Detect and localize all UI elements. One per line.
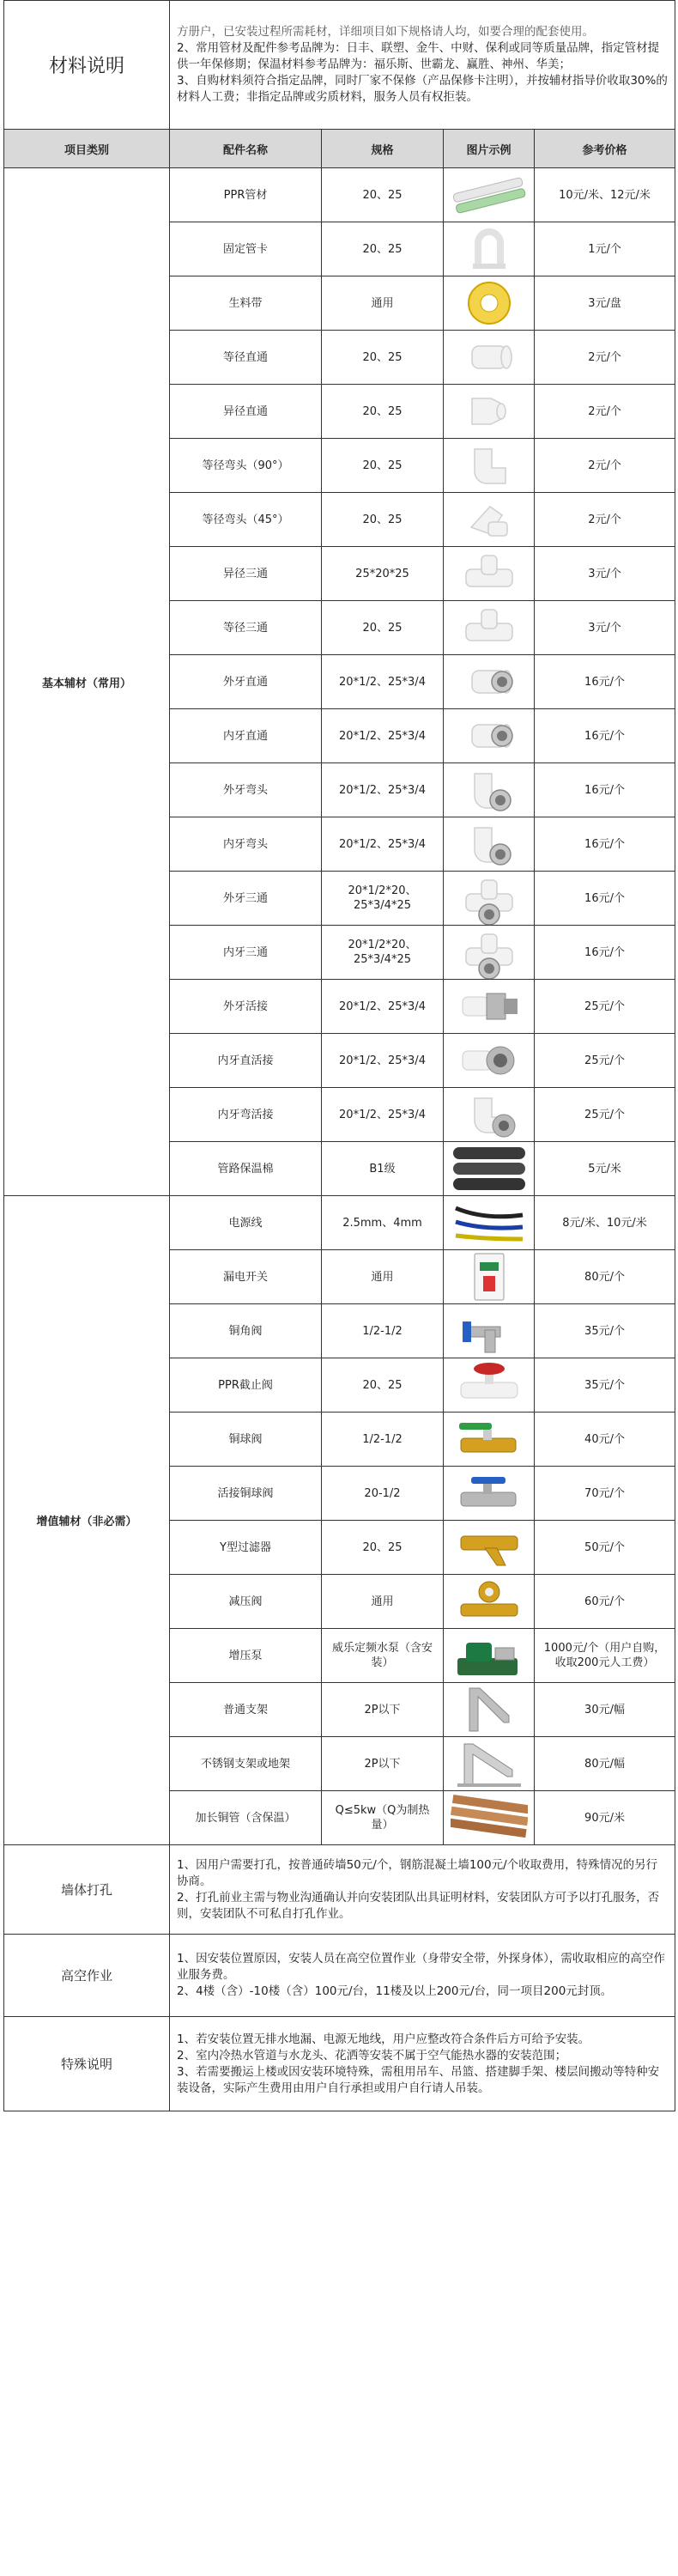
material-note-2: 2、常用管材及配件参考品牌为：日丰、联塑、金牛、中财、保利或同等质量品牌，指定管材提供一年保修期；保温材料参考品牌为：福乐斯、世霸龙、赢胜、神州、华美；	[177, 41, 660, 71]
item-image	[444, 1250, 535, 1304]
item-spec: 20、25	[322, 1521, 444, 1575]
item-image	[444, 1521, 535, 1575]
item-image	[444, 1575, 535, 1629]
item-price: 25元/个	[535, 980, 675, 1034]
item-spec: 2.5mm、4mm	[322, 1196, 444, 1250]
item-image	[444, 222, 535, 276]
male-coupling-icon	[444, 655, 534, 708]
item-spec: B1级	[322, 1142, 444, 1196]
item-spec: 2P以下	[322, 1737, 444, 1791]
item-spec: Q≤5kw（Q为制热量）	[322, 1791, 444, 1845]
item-name: 增压泵	[170, 1629, 322, 1683]
item-spec: 通用	[322, 1575, 444, 1629]
item-price: 35元/个	[535, 1304, 675, 1358]
item-name: 内牙弯活接	[170, 1088, 322, 1142]
header-category: 项目类别	[4, 130, 170, 168]
material-price-table	[3, 0, 675, 2111]
material-note-3: 3、自购材料须符合指定品牌，同时厂家不保修（产品保修卡注明），并按辅材指导价收取30%的材料人工费；非指定品牌或劣质材料，服务人员有权拒装。	[177, 74, 668, 104]
item-name: 外牙直通	[170, 655, 322, 709]
item-spec: 20、25	[322, 439, 444, 493]
item-image	[444, 1358, 535, 1413]
item-spec: 通用	[322, 1250, 444, 1304]
item-price: 2元/个	[535, 385, 675, 439]
header-spec: 规格	[322, 130, 444, 168]
female-tee-icon	[444, 926, 534, 979]
ptfe-tape-icon	[444, 276, 534, 330]
item-price: 5元/米	[535, 1142, 675, 1196]
item-name: 等径弯头（90°）	[170, 439, 322, 493]
y-strainer-icon	[444, 1521, 534, 1574]
item-name: 内牙弯头	[170, 817, 322, 872]
item-image	[444, 1088, 535, 1142]
item-image	[444, 655, 535, 709]
item-price: 2元/个	[535, 493, 675, 547]
male-union-icon	[444, 980, 534, 1033]
item-price: 16元/个	[535, 817, 675, 872]
item-spec: 20*1/2、25*3/4	[322, 655, 444, 709]
pressure-reducing-valve-icon	[444, 1575, 534, 1628]
header-image: 图片示例	[444, 130, 535, 168]
pipe-clamp-icon	[444, 222, 534, 276]
wall-bracket-icon	[444, 1683, 534, 1736]
material-notes	[170, 1, 675, 130]
item-image	[444, 493, 535, 547]
item-name: Y型过滤器	[170, 1521, 322, 1575]
item-name: 内牙直活接	[170, 1034, 322, 1088]
leakage-switch-icon	[444, 1250, 534, 1303]
item-name: 等径三通	[170, 601, 322, 655]
header-item-name: 配件名称	[170, 130, 322, 168]
item-price: 3元/盘	[535, 276, 675, 331]
item-price: 16元/个	[535, 763, 675, 817]
booster-pump-icon	[444, 1629, 534, 1682]
item-spec: 20、25	[322, 331, 444, 385]
item-image	[444, 709, 535, 763]
footer-note: 2、室内冷热水管道与水龙头、花洒等安装不属于空气能热水器的安装范围；	[177, 2048, 567, 2063]
material-section-title: 材料说明	[4, 1, 170, 130]
coupling-icon	[444, 331, 534, 384]
union-ball-valve-icon	[444, 1467, 534, 1520]
item-image	[444, 547, 535, 601]
item-name: 管路保温棉	[170, 1142, 322, 1196]
optional-category-cell: 增值辅材（非必需）	[4, 1196, 170, 1845]
item-name: 加长铜管（含保温）	[170, 1791, 322, 1845]
item-price: 8元/米、10元/米	[535, 1196, 675, 1250]
item-image	[444, 872, 535, 926]
tee-icon	[444, 601, 534, 654]
item-spec: 25*20*25	[322, 547, 444, 601]
material-notes-row	[4, 1, 675, 130]
item-image	[444, 1304, 535, 1358]
item-name: 铜球阀	[170, 1413, 322, 1467]
item-name: 外牙三通	[170, 872, 322, 926]
table-header-row	[4, 130, 675, 168]
item-spec: 20、25	[322, 601, 444, 655]
item-name: 等径直通	[170, 331, 322, 385]
footer-section-row	[4, 1935, 675, 2017]
item-image	[444, 1737, 535, 1791]
item-name: 活接铜球阀	[170, 1467, 322, 1521]
footer-note: 2、4楼（含）-10楼（含）100元/台，11楼及以上200元/台，同一项目200元封顶。	[177, 1984, 613, 1998]
female-elbow-icon	[444, 817, 534, 871]
footer-note: 1、因安装位置原因，安装人员在高空位置作业（身带安全带，外探身体），需收取相应的高空作业服务费。	[177, 1952, 665, 1982]
footer-section-row	[4, 2017, 675, 2111]
item-name: 电源线	[170, 1196, 322, 1250]
item-image	[444, 1142, 535, 1196]
item-price: 25元/个	[535, 1088, 675, 1142]
male-elbow-icon	[444, 763, 534, 817]
item-spec: 20*1/2、25*3/4	[322, 980, 444, 1034]
footer-note: 3、若需要搬运上楼或因安装环境特殊，需租用吊车、吊篮、搭建脚手架、楼层间搬动等特种安装设备，实际产生费用由用户自行承担或用户自行请人吊装。	[177, 2064, 660, 2095]
item-name: 外牙弯头	[170, 763, 322, 817]
item-name: 铜角阀	[170, 1304, 322, 1358]
item-spec: 1/2-1/2	[322, 1413, 444, 1467]
elbow-45-icon	[444, 493, 534, 546]
item-name: 普通支架	[170, 1683, 322, 1737]
reducer-icon	[444, 385, 534, 438]
item-name: 异径三通	[170, 547, 322, 601]
item-name: 外牙活接	[170, 980, 322, 1034]
steel-bracket-icon	[444, 1737, 534, 1790]
item-name: 内牙三通	[170, 926, 322, 980]
item-name: 漏电开关	[170, 1250, 322, 1304]
item-image	[444, 1413, 535, 1467]
insulation-foam-icon	[444, 1142, 534, 1195]
item-image	[444, 817, 535, 872]
item-image	[444, 276, 535, 331]
item-image	[444, 1629, 535, 1683]
item-spec: 20*1/2、25*3/4	[322, 817, 444, 872]
item-price: 40元/个	[535, 1413, 675, 1467]
item-price: 16元/个	[535, 709, 675, 763]
item-image	[444, 926, 535, 980]
footer-section-row	[4, 1845, 675, 1935]
item-spec: 威乐定频水泵（含安装）	[322, 1629, 444, 1683]
item-price: 16元/个	[535, 872, 675, 926]
item-spec: 20*1/2、25*3/4	[322, 1034, 444, 1088]
item-spec: 20*1/2、25*3/4	[322, 763, 444, 817]
female-coupling-icon	[444, 709, 534, 762]
item-name: 生料带	[170, 276, 322, 331]
item-image	[444, 980, 535, 1034]
item-price: 1元/个	[535, 222, 675, 276]
item-price: 25元/个	[535, 1034, 675, 1088]
item-name: PPR管材	[170, 168, 322, 222]
item-image	[444, 763, 535, 817]
female-union-icon	[444, 1034, 534, 1087]
male-tee-icon	[444, 872, 534, 925]
item-image	[444, 439, 535, 493]
item-price: 60元/个	[535, 1575, 675, 1629]
item-spec: 1/2-1/2	[322, 1304, 444, 1358]
item-image	[444, 1791, 535, 1845]
item-price: 30元/幅	[535, 1683, 675, 1737]
item-image	[444, 601, 535, 655]
footer-section-title: 特殊说明	[4, 2017, 170, 2111]
item-image	[444, 1467, 535, 1521]
item-spec: 20*1/2*20、25*3/4*25	[322, 926, 444, 980]
item-price: 2元/个	[535, 331, 675, 385]
basic-category-cell: 基本辅材（常用）	[4, 168, 170, 1196]
footer-note: 2、打孔前业主需与物业沟通确认并向安装团队出具证明材料，安装团队方可予以打孔服务，否则，安装团队不可私自打孔作业。	[177, 1890, 660, 1921]
footer-section-title: 高空作业	[4, 1935, 170, 2017]
item-price: 3元/个	[535, 547, 675, 601]
item-spec: 20-1/2	[322, 1467, 444, 1521]
item-image	[444, 1683, 535, 1737]
power-cable-icon	[444, 1196, 534, 1249]
item-spec: 20、25	[322, 385, 444, 439]
item-name: 减压阀	[170, 1575, 322, 1629]
item-spec: 20*1/2、25*3/4	[322, 709, 444, 763]
item-price: 16元/个	[535, 655, 675, 709]
item-price: 90元/米	[535, 1791, 675, 1845]
item-price: 3元/个	[535, 601, 675, 655]
female-elbow-union-icon	[444, 1088, 534, 1141]
item-spec: 2P以下	[322, 1683, 444, 1737]
item-spec: 20*1/2、25*3/4	[322, 1088, 444, 1142]
stop-valve-icon	[444, 1358, 534, 1412]
footer-section-notes	[170, 1845, 675, 1935]
item-name: 固定管卡	[170, 222, 322, 276]
angle-valve-icon	[444, 1304, 534, 1358]
item-image	[444, 331, 535, 385]
elbow-90-icon	[444, 439, 534, 492]
item-spec: 20、25	[322, 493, 444, 547]
item-name: 等径弯头（45°）	[170, 493, 322, 547]
reducing-tee-icon	[444, 547, 534, 600]
item-price: 2元/个	[535, 439, 675, 493]
table-row	[4, 1196, 675, 1250]
item-price: 80元/幅	[535, 1737, 675, 1791]
ball-valve-icon	[444, 1413, 534, 1466]
item-name: 不锈钢支架或地架	[170, 1737, 322, 1791]
item-image	[444, 168, 535, 222]
item-price: 80元/个	[535, 1250, 675, 1304]
item-spec: 20*1/2*20、25*3/4*25	[322, 872, 444, 926]
item-price: 70元/个	[535, 1467, 675, 1521]
footer-section-notes	[170, 2017, 675, 2111]
item-image	[444, 1196, 535, 1250]
header-price: 参考价格	[535, 130, 675, 168]
item-spec: 20、25	[322, 168, 444, 222]
material-note-1: 方册户，已安装过程所需耗材，详细项目如下规格请人均，如要合理的配套使用。	[177, 25, 594, 39]
footer-note: 1、因用户需要打孔，按普通砖墙50元/个，钢筋混凝土墙100元/个收取费用，特殊情况的另行协商。	[177, 1857, 658, 1888]
item-name: PPR截止阀	[170, 1358, 322, 1413]
item-price: 1000元/个（用户自购，收取200元人工费）	[535, 1629, 675, 1683]
footer-section-title: 墙体打孔	[4, 1845, 170, 1935]
item-image	[444, 1034, 535, 1088]
copper-pipe-icon	[444, 1791, 534, 1844]
item-name: 异径直通	[170, 385, 322, 439]
ppr-pipe-icon	[444, 168, 534, 222]
item-price: 35元/个	[535, 1358, 675, 1413]
item-price: 50元/个	[535, 1521, 675, 1575]
item-spec: 20、25	[322, 1358, 444, 1413]
item-name: 内牙直通	[170, 709, 322, 763]
footer-note: 1、若安装位置无排水地漏、电源无地线，用户应整改符合条件后方可给予安装。	[177, 2032, 590, 2046]
footer-section-notes	[170, 1935, 675, 2017]
item-image	[444, 385, 535, 439]
item-price: 16元/个	[535, 926, 675, 980]
table-row	[4, 168, 675, 222]
item-price: 10元/米、12元/米	[535, 168, 675, 222]
item-spec: 20、25	[322, 222, 444, 276]
item-spec: 通用	[322, 276, 444, 331]
